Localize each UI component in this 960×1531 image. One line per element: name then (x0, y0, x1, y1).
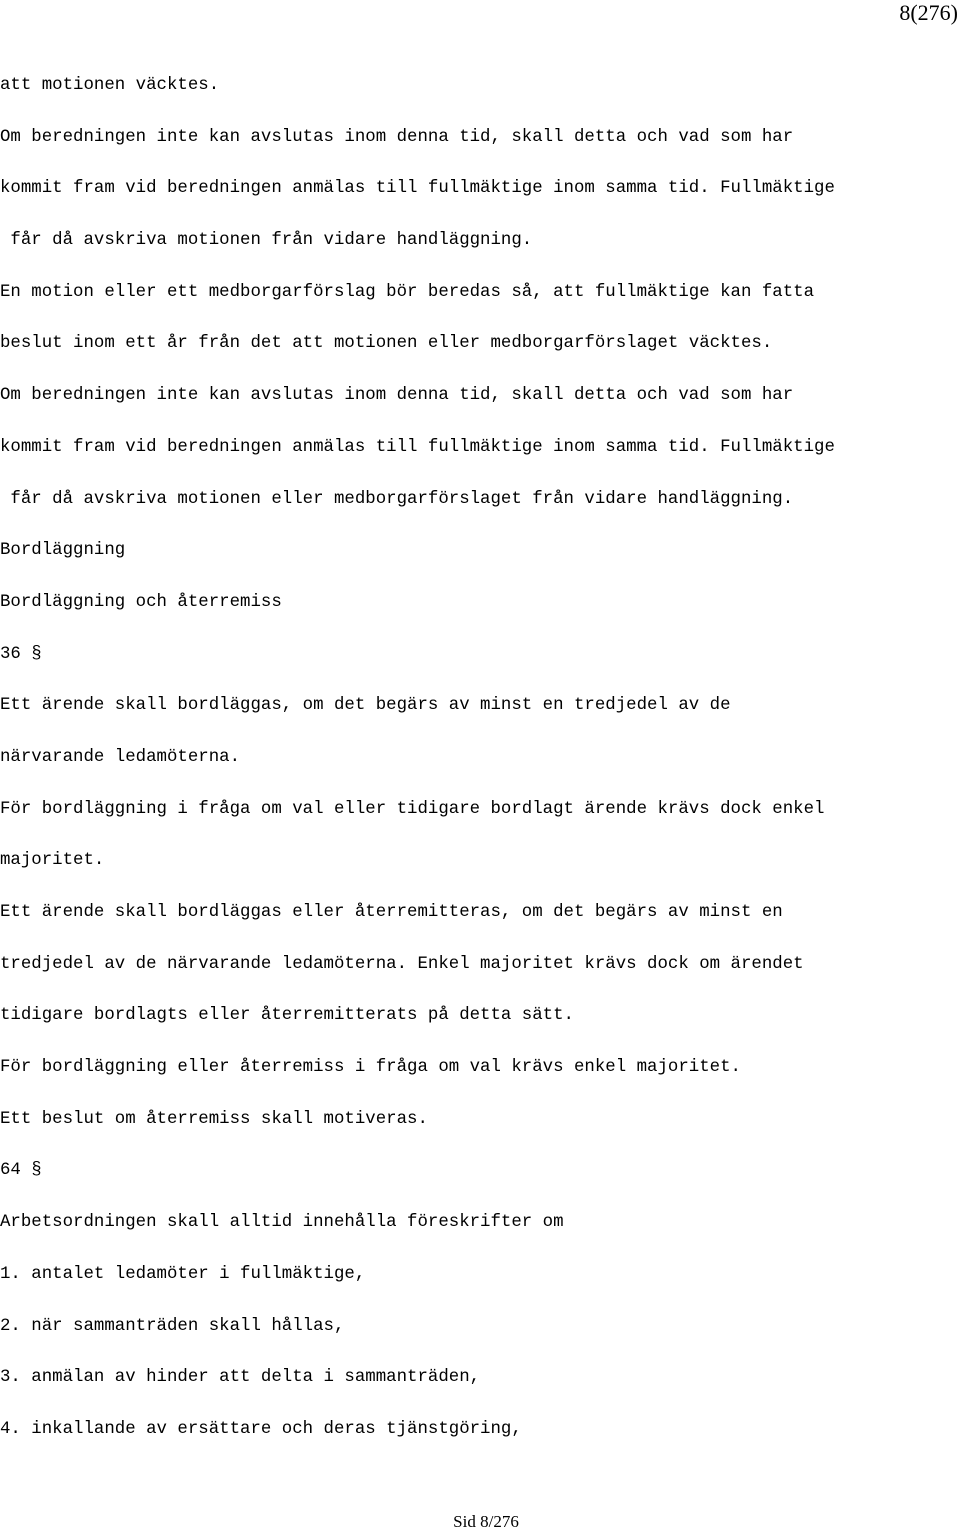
text-line: Om beredningen inte kan avslutas inom denna tid, skall detta och vad som har (0, 127, 794, 147)
text-line: tredjedel av de närvarande ledamöterna. Enkel majoritet krävs dock om ärendet (0, 954, 804, 974)
text-line: Ett ärende skall bordläggas, om det begärs av minst en tredjedel av de (0, 696, 731, 716)
text-line: beslut inom ett år från det att motionen eller medborgarförslaget väcktes. (0, 334, 773, 354)
text-line: närvarande ledamöterna. (0, 747, 241, 767)
text-line: En motion eller ett medborgarförslag bör beredas så, att fullmäktige kan fatta (0, 282, 815, 302)
text-line: får då avskriva motionen eller medborgarförslaget från vidare handläggning. (0, 489, 794, 509)
list-item: 4. inkallande av ersättare och deras tjänstgöring, (0, 1419, 522, 1439)
text-line: Ett ärende skall bordläggas eller återremitteras, om det begärs av minst en (0, 903, 783, 922)
list-item: 3. anmälan av hinder att delta i sammanträden, (0, 1368, 481, 1388)
list-item: 2. när sammanträden skall hållas, (0, 1316, 345, 1336)
text-line: För bordläggning eller återremiss i fråga om val krävs enkel majoritet. (0, 1058, 741, 1078)
text-line: För bordläggning i fråga om val eller tidigare bordlagt ärende krävs dock enkel (0, 799, 825, 819)
section-heading: Bordläggning och återremiss (0, 592, 282, 612)
text-line: att motionen väcktes. (0, 76, 220, 95)
document-body (0, 74, 835, 1470)
text-line: får då avskriva motionen från vidare handläggning. (0, 231, 533, 251)
text-line: tidigare bordlagts eller återremitterats på detta sätt. (0, 1006, 574, 1026)
section-heading: Bordläggning (0, 541, 126, 561)
list-item: 1. antalet ledamöter i fullmäktige, (0, 1264, 366, 1284)
text-line: Ett beslut om återremiss skall motiveras. (0, 1109, 428, 1129)
text-line: majoritet. (0, 851, 105, 871)
paragraph-number: 64 § (0, 1161, 42, 1181)
paragraph-number: 36 § (0, 644, 42, 664)
page-number: 8(276) (899, 0, 958, 25)
text-line: Om beredningen inte kan avslutas inom denna tid, skall detta och vad som har (0, 386, 794, 406)
footer-page-label: Sid 8/276 (453, 1512, 519, 1531)
text-line: kommit fram vid beredningen anmälas till fullmäktige inom samma tid. Fullmäktige (0, 179, 835, 199)
text-line: Arbetsordningen skall alltid innehålla föreskrifter om (0, 1213, 564, 1233)
text-line: kommit fram vid beredningen anmälas till fullmäktige inom samma tid. Fullmäktige (0, 437, 835, 457)
